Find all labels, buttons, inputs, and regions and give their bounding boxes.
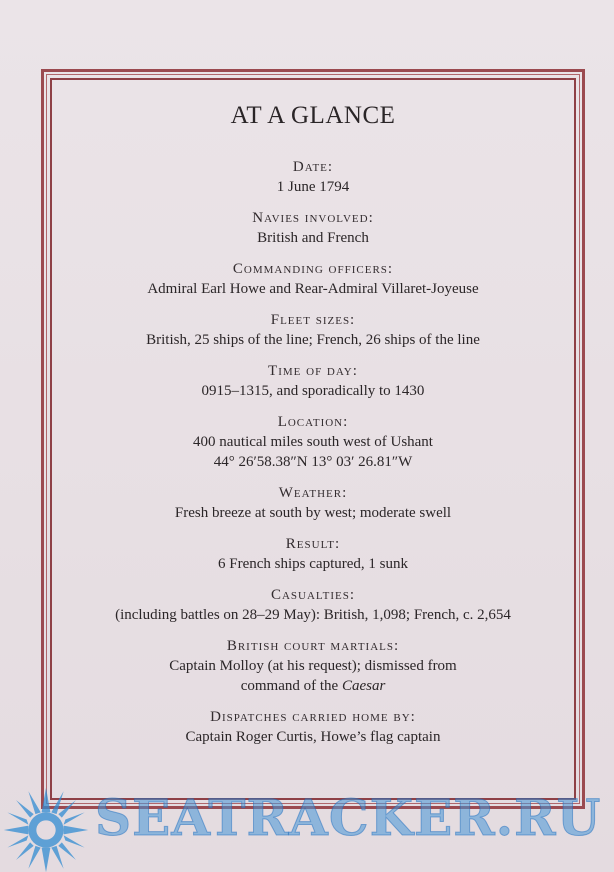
page-title: AT A GLANCE bbox=[230, 102, 396, 129]
entry-value: Fresh breeze at south by west; moderate swell bbox=[174, 505, 452, 521]
entry-value: Captain Molloy (at his request); dismissed from bbox=[169, 658, 457, 674]
entry-value-line2 bbox=[52, 676, 574, 696]
entry-value: 0915–1315, and sporadically to 1430 bbox=[201, 383, 425, 399]
entry-date bbox=[52, 158, 574, 197]
ship-name: Caesar bbox=[341, 678, 386, 694]
entry-label: Navies involved: bbox=[252, 210, 374, 226]
entry-value: Admiral Earl Howe and Rear-Admiral Villaret-Joyeuse bbox=[147, 281, 479, 297]
entry-label: Location: bbox=[277, 414, 349, 430]
entry-value: British, 25 ships of the line; French, 26 ships of the line bbox=[146, 332, 480, 348]
entry-value-prefix: command of the bbox=[240, 678, 342, 694]
entry-value: (including battles on 28–29 May): British, 1,098; French, c. 2,654 bbox=[115, 607, 511, 623]
entry-casualties bbox=[52, 586, 574, 625]
entry-navies bbox=[52, 209, 574, 248]
entry-weather bbox=[52, 484, 574, 523]
entry-value: 1 June 1794 bbox=[276, 179, 350, 195]
entry-label: Casualties: bbox=[270, 587, 356, 603]
entry-label: Result: bbox=[285, 536, 341, 552]
entry-result bbox=[52, 535, 574, 574]
entry-label: Date: bbox=[292, 159, 334, 175]
entry-label: British court martials: bbox=[226, 638, 400, 654]
watermark-text: SEATRACKER.RU bbox=[95, 788, 602, 847]
entry-location bbox=[52, 413, 574, 472]
entry-court-martials bbox=[52, 637, 574, 696]
sun-emblem-icon bbox=[2, 786, 90, 872]
entry-dispatches bbox=[52, 708, 574, 747]
entry-label: Commanding officers: bbox=[232, 261, 394, 277]
entry-value: Captain Roger Curtis, Howe’s flag captain bbox=[185, 729, 441, 745]
entry-label: Time of day: bbox=[268, 363, 358, 379]
entry-commanders bbox=[52, 260, 574, 299]
entry-value-coordinates: 44° 26′58.38″N 13° 03′ 26.81″W bbox=[213, 454, 413, 470]
entry-label: Dispatches carried home by: bbox=[210, 709, 416, 725]
entry-value: 6 French ships captured, 1 sunk bbox=[218, 556, 408, 572]
entry-value: 400 nautical miles south west of Ushant bbox=[193, 434, 433, 450]
watermark bbox=[0, 780, 614, 872]
entry-label: Weather: bbox=[278, 485, 348, 501]
entry-time-of-day bbox=[52, 362, 574, 401]
entry-value: British and French bbox=[257, 230, 369, 246]
at-a-glance-panel bbox=[52, 80, 574, 759]
entry-fleet-sizes bbox=[52, 311, 574, 350]
entry-label: Fleet sizes: bbox=[270, 312, 356, 328]
